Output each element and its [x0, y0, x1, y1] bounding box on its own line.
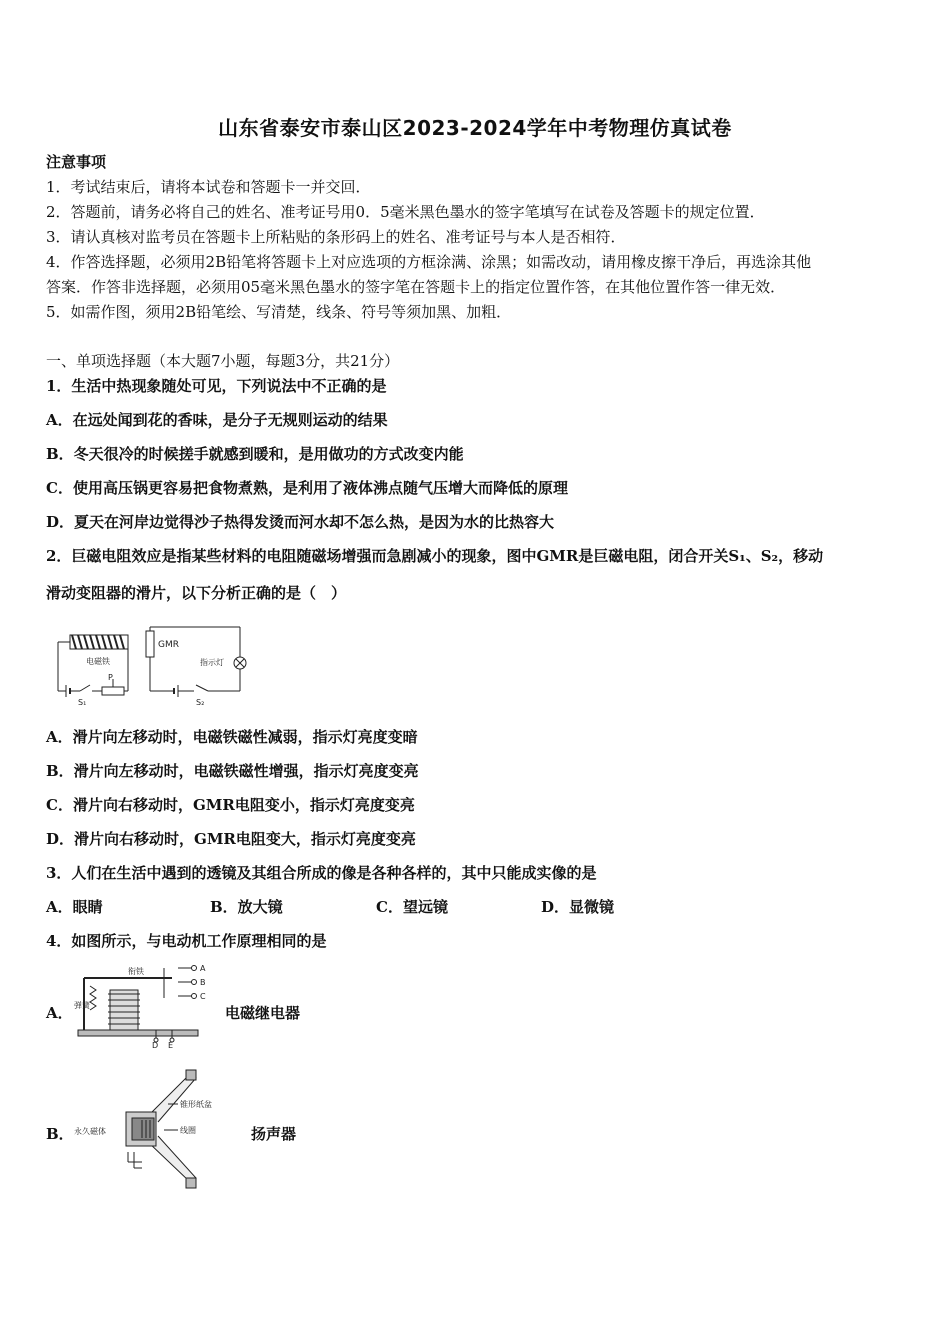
question-2-option-c: C．滑片向右移动时，GMR电阻变小，指示灯亮度变亮: [46, 796, 415, 814]
question-4-option-a-caption: 电磁继电器: [225, 1004, 301, 1022]
notice-item: 答案．作答非选择题，必须用05毫米黑色墨水的签字笔在答题卡上的指定位置作答，在其他位置作答一律无效．: [46, 278, 786, 296]
speaker-figure: [72, 1068, 222, 1192]
contact-a-label: A: [200, 964, 206, 973]
question-1-stem: 1．生活中热现象随处可见，下列说法中不正确的是: [46, 377, 387, 395]
lamp-label: 指示灯: [200, 658, 224, 667]
notice-item: 4．作答选择题，必须用2B铅笔将答题卡上对应选项的方框涂满、涂黑；如需改动，请用橡皮擦干净后，再选涂其他: [46, 253, 812, 271]
relay-diagram: [72, 958, 222, 1048]
question-2-stem-line2: 滑动变阻器的滑片，以下分析正确的是（ ）: [46, 584, 347, 602]
question-2-option-a: A．滑片向左移动时，电磁铁磁性减弱，指示灯亮度变暗: [46, 728, 418, 746]
question-3-option-a: A．眼睛: [46, 898, 103, 916]
question-4-option-a-letter: A．: [46, 1004, 73, 1022]
question-2-option-d: D．滑片向右移动时，GMR电阻变大，指示灯亮度变亮: [46, 830, 416, 848]
question-4-stem: 4．如图所示，与电动机工作原理相同的是: [46, 932, 327, 950]
permanent-magnet-label: 永久磁体: [74, 1127, 106, 1136]
notice-item: 2．答题前，请务必将自己的姓名、准考证号用0．5毫米黑色墨水的签字笔填写在试卷及答题卡的规定位置．: [46, 203, 765, 221]
notice-item: 3．请认真核对监考员在答题卡上所粘贴的条形码上的姓名、准考证号与本人是否相符．: [46, 228, 626, 246]
question-1-option-c: C．使用高压锅更容易把食物煮熟，是利用了液体沸点随气压增大而降低的原理: [46, 479, 568, 497]
question-1-option-d: D．夏天在河岸边觉得沙子热得发烫而河水却不怎么热，是因为水的比热容大: [46, 513, 555, 531]
question-2-option-b: B．滑片向左移动时，电磁铁磁性增强，指示灯亮度变亮: [46, 762, 419, 780]
notice-heading: 注意事项: [46, 153, 107, 171]
question-3-option-d: D．显微镜: [541, 898, 615, 916]
terminal-e-label: E: [168, 1041, 174, 1048]
page-title: 山东省泰安市泰山区2023-2024学年中考物理仿真试卷: [218, 116, 732, 140]
electromagnet-label: 电磁铁: [86, 657, 110, 666]
gmr-circuit-diagram: [50, 623, 260, 708]
switch-s2-label: S₂: [196, 698, 205, 707]
question-4-option-b-letter: B．: [46, 1125, 74, 1143]
notice-item: 1．考试结束后，请将本试卷和答题卡一并交回．: [46, 178, 371, 196]
question-1-option-a: A．在远处闻到花的香味，是分子无规则运动的结果: [46, 411, 388, 429]
notice-item: 5．如需作图，须用2B铅笔绘、写清楚，线条、符号等须加黑、加粗．: [46, 303, 512, 321]
relay-figure: [72, 958, 222, 1048]
section-heading: 一、单项选择题（本大题7小题，每题3分，共21分）: [46, 352, 400, 370]
question-2-stem-line1: 2．巨磁电阻效应是指某些材料的电阻随磁场增强而急剧减小的现象，图中GMR是巨磁电阻，闭合开关S₁、S₂，移动: [46, 547, 824, 565]
question-4-option-b-caption: 扬声器: [251, 1125, 297, 1143]
question-3-option-c: C．望远镜: [376, 898, 448, 916]
armature-label: 衔铁: [128, 967, 144, 976]
question-3-stem: 3．人们在生活中遇到的透镜及其组合所成的像是各种各样的，其中只能成实像的是: [46, 864, 597, 882]
question-1-option-b: B．冬天很冷的时候搓手就感到暖和，是用做功的方式改变内能: [46, 445, 464, 463]
question-3-option-b: B．放大镜: [210, 898, 283, 916]
slider-p-label: P: [108, 673, 113, 682]
terminal-d-label: D: [152, 1041, 159, 1048]
contact-c-label: C: [200, 992, 206, 1001]
coil-label: 线圈: [180, 1126, 196, 1135]
switch-s1-label: S₁: [78, 698, 87, 707]
spring-label: 弹簧: [74, 1001, 90, 1010]
speaker-diagram: [72, 1068, 222, 1192]
gmr-circuit-figure: [50, 623, 260, 708]
gmr-label: GMR: [158, 640, 179, 650]
contact-b-label: B: [200, 978, 206, 987]
cone-label: 锥形纸盆: [180, 1100, 212, 1109]
